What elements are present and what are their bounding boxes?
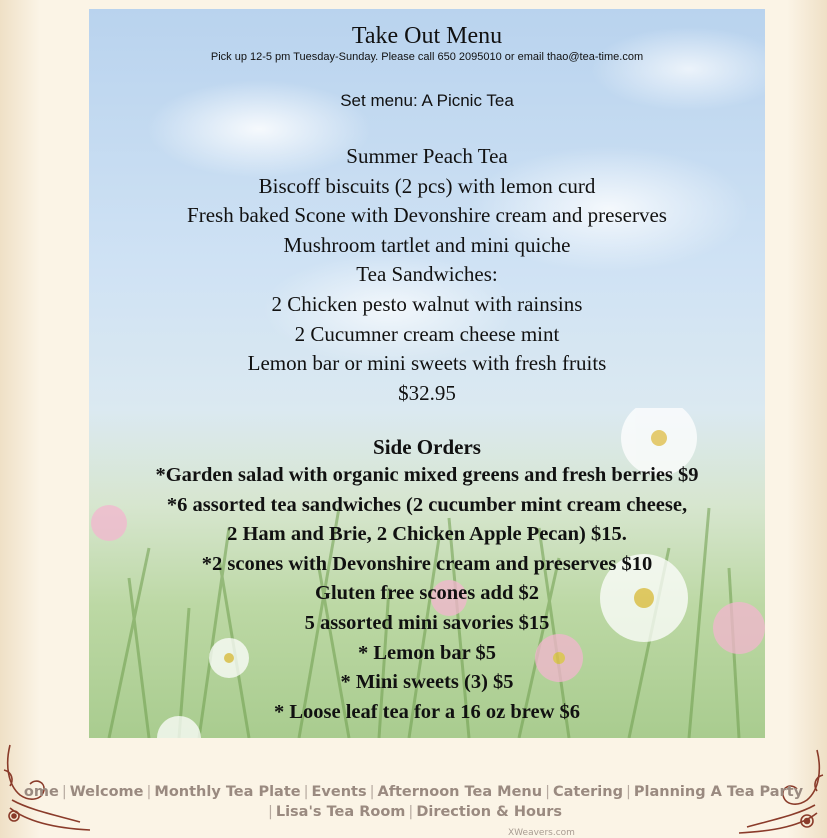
nav-link-home[interactable]: ome	[23, 784, 59, 800]
nav-link-afternoon-tea-menu[interactable]: Afternoon Tea Menu	[377, 784, 543, 800]
footer-brand[interactable]: XWeavers.com	[508, 828, 575, 838]
nav-link-direction-hours[interactable]: Direction & Hours	[416, 804, 563, 820]
side-orders-title: Side Orders	[373, 435, 481, 459]
side-order-item: * Loose leaf tea for a 16 oz brew $6	[273, 700, 581, 723]
footer-nav-row-2: | Lisa's Tea Room | Direction & Hours	[267, 804, 563, 820]
menu-item: Lemon bar or mini sweets with fresh fruits	[247, 351, 607, 376]
nav-link-lisas-tea-room[interactable]: Lisa's Tea Room	[275, 804, 406, 820]
menu-item: Fresh baked Scone with Devonshire cream and preserves	[187, 203, 667, 228]
side-order-item: *2 scones with Devonshire cream and preserves $10	[201, 552, 653, 575]
nav-link-monthly-tea-plate[interactable]: Monthly Tea Plate	[154, 784, 301, 800]
nav-link-events[interactable]: Events	[311, 784, 367, 800]
side-orders-list	[89, 461, 765, 727]
menu-item: Mushroom tartlet and mini quiche	[283, 232, 571, 257]
side-order-item: * Lemon bar $5	[357, 641, 496, 664]
set-menu-title: Set menu: A Picnic Tea	[340, 91, 514, 110]
menu-item: 2 Chicken pesto walnut with rainsins	[271, 291, 583, 316]
footer-nav-row-1: ome | Welcome | Monthly Tea Plate | Events | Afternoon Tea Menu | Catering | Planning A Tea Party	[23, 784, 804, 800]
side-order-item: Gluten free scones add $2	[315, 582, 539, 605]
menu-image	[89, 9, 765, 738]
menu-price: $32.95	[398, 380, 456, 405]
side-order-item: 5 assorted mini savories $15	[304, 611, 550, 634]
side-order-item: *6 assorted tea sandwiches (2 cucumber mint cream cheese,	[166, 493, 688, 516]
menu-item: Tea Sandwiches:	[356, 262, 498, 287]
menu-item: 2 Cucumner cream cheese mint	[294, 321, 560, 346]
side-order-item: *Garden salad with organic mixed greens and fresh berries $9	[155, 464, 699, 486]
footer-credit	[190, 828, 620, 838]
nav-link-planning-a-tea-party[interactable]: Planning A Tea Party	[633, 784, 804, 800]
contact-info: Pick up 12-5 pm Tuesday-Sunday. Please call 650 2095010 or email thao@tea-time.com	[210, 51, 644, 63]
set-menu-items	[89, 142, 765, 408]
menu-item: Biscoff biscuits (2 pcs) with lemon curd	[258, 173, 596, 198]
side-order-item: 2 Ham and Brie, 2 Chicken Apple Pecan) $15.	[227, 523, 627, 546]
menu-title: Take Out Menu	[351, 23, 503, 49]
nav-link-catering[interactable]: Catering	[552, 784, 623, 800]
nav-link-welcome[interactable]: Welcome	[69, 784, 144, 800]
side-order-item: * Mini sweets (3) $5	[340, 671, 514, 694]
footer-navigation	[0, 782, 827, 822]
menu-item: Summer Peach Tea	[346, 144, 508, 168]
